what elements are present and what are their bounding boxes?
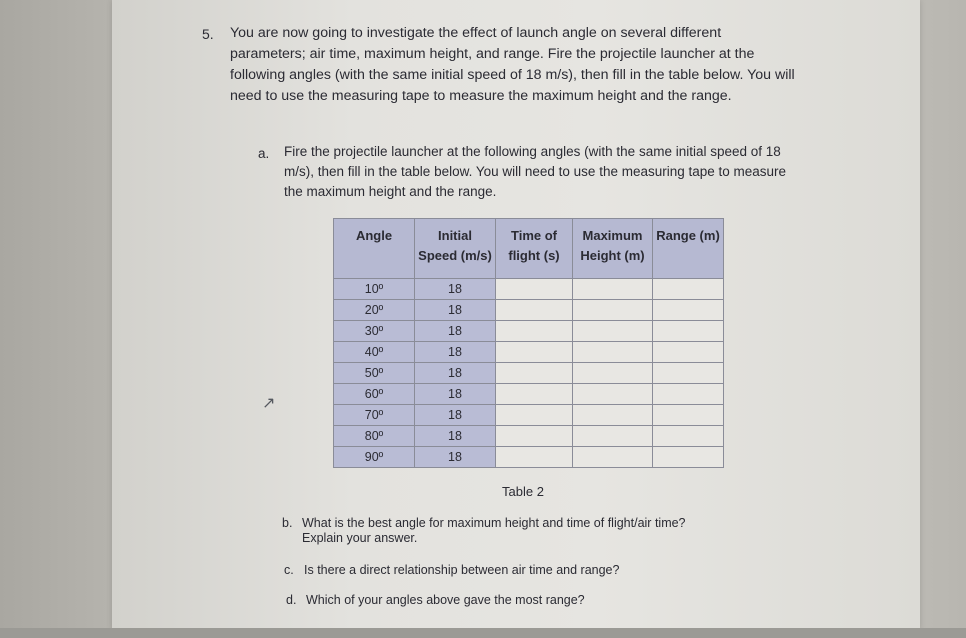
time-of-flight-cell[interactable] <box>496 279 573 300</box>
initial-speed-cell: 18 <box>415 321 496 342</box>
maximum-height-cell[interactable] <box>573 426 653 447</box>
range-cell[interactable] <box>653 321 724 342</box>
table-row <box>334 405 724 426</box>
maximum-height-cell[interactable] <box>573 384 653 405</box>
part-b <box>282 515 742 549</box>
table-row <box>334 384 724 405</box>
part-d-label: d. <box>286 593 297 607</box>
maximum-height-cell[interactable] <box>573 342 653 363</box>
question-number: 5. <box>202 26 214 42</box>
range-cell[interactable] <box>653 342 724 363</box>
range-cell[interactable] <box>653 363 724 384</box>
time-of-flight-cell[interactable] <box>496 342 573 363</box>
range-cell[interactable] <box>653 300 724 321</box>
header-angle: Angle <box>334 219 415 279</box>
angle-cell: 80º <box>334 426 415 447</box>
angle-cell: 10º <box>334 279 415 300</box>
header-maximum-height: Maximum Height (m) <box>573 219 653 279</box>
pointer-cursor-icon: ↗ <box>262 395 276 412</box>
range-cell[interactable] <box>653 384 724 405</box>
part-a-label: a. <box>258 146 270 161</box>
part-b-line2: Explain your answer. <box>302 531 418 545</box>
maximum-height-cell[interactable] <box>573 363 653 384</box>
table-caption: Table 2 <box>502 484 544 499</box>
table-row <box>334 342 724 363</box>
part-b-label: b. <box>282 516 293 530</box>
table-header-row <box>334 219 724 279</box>
data-table <box>333 218 724 468</box>
angle-cell: 40º <box>334 342 415 363</box>
table-row <box>334 363 724 384</box>
angle-cell: 60º <box>334 384 415 405</box>
maximum-height-cell[interactable] <box>573 300 653 321</box>
header-time-of-flight: Time of flight (s) <box>496 219 573 279</box>
table-row <box>334 321 724 342</box>
time-of-flight-cell[interactable] <box>496 363 573 384</box>
table-row <box>334 426 724 447</box>
range-cell[interactable] <box>653 279 724 300</box>
time-of-flight-cell[interactable] <box>496 426 573 447</box>
initial-speed-cell: 18 <box>415 447 496 468</box>
part-c-text: Is there a direct relationship between air time and range? <box>304 563 620 577</box>
time-of-flight-cell[interactable] <box>496 447 573 468</box>
maximum-height-cell[interactable] <box>573 405 653 426</box>
initial-speed-cell: 18 <box>415 279 496 300</box>
part-d <box>286 592 706 610</box>
table-body <box>334 279 724 468</box>
header-range: Range (m) <box>653 219 724 279</box>
range-cell[interactable] <box>653 405 724 426</box>
initial-speed-cell: 18 <box>415 300 496 321</box>
part-b-line1: What is the best angle for maximum height and time of flight/air time? <box>302 516 686 530</box>
angle-cell: 90º <box>334 447 415 468</box>
time-of-flight-cell[interactable] <box>496 384 573 405</box>
part-c-label: c. <box>284 563 294 577</box>
question-text: You are now going to investigate the effect of launch angle on several different parameters; air time, maximum height, and range. Fire the projectile launcher at the following angles (with the same initial speed of 18 m/s), then fill in the table below. You will need to use the measuring tape to measure the maximum height and the range. <box>230 25 795 104</box>
maximum-height-cell[interactable] <box>573 321 653 342</box>
angle-cell: 30º <box>334 321 415 342</box>
maximum-height-cell[interactable] <box>573 447 653 468</box>
range-cell[interactable] <box>653 447 724 468</box>
angle-cell: 70º <box>334 405 415 426</box>
part-c <box>284 562 704 580</box>
angle-cell: 20º <box>334 300 415 321</box>
time-of-flight-cell[interactable] <box>496 321 573 342</box>
part-d-text: Which of your angles above gave the most range? <box>306 593 585 607</box>
initial-speed-cell: 18 <box>415 363 496 384</box>
table-row <box>334 447 724 468</box>
range-cell[interactable] <box>653 426 724 447</box>
initial-speed-cell: 18 <box>415 426 496 447</box>
initial-speed-cell: 18 <box>415 405 496 426</box>
time-of-flight-cell[interactable] <box>496 405 573 426</box>
angle-cell: 50º <box>334 363 415 384</box>
table-row <box>334 300 724 321</box>
table-row <box>334 279 724 300</box>
initial-speed-cell: 18 <box>415 384 496 405</box>
initial-speed-cell: 18 <box>415 342 496 363</box>
time-of-flight-cell[interactable] <box>496 300 573 321</box>
bottom-edge <box>0 628 966 638</box>
maximum-height-cell[interactable] <box>573 279 653 300</box>
part-a-text: Fire the projectile launcher at the following angles (with the same initial speed of 18 m/s), then fill in the table below. You will need to use the measuring tape to measure the maximum height and the range. <box>284 144 787 199</box>
header-initial-speed: Initial Speed (m/s) <box>415 219 496 279</box>
